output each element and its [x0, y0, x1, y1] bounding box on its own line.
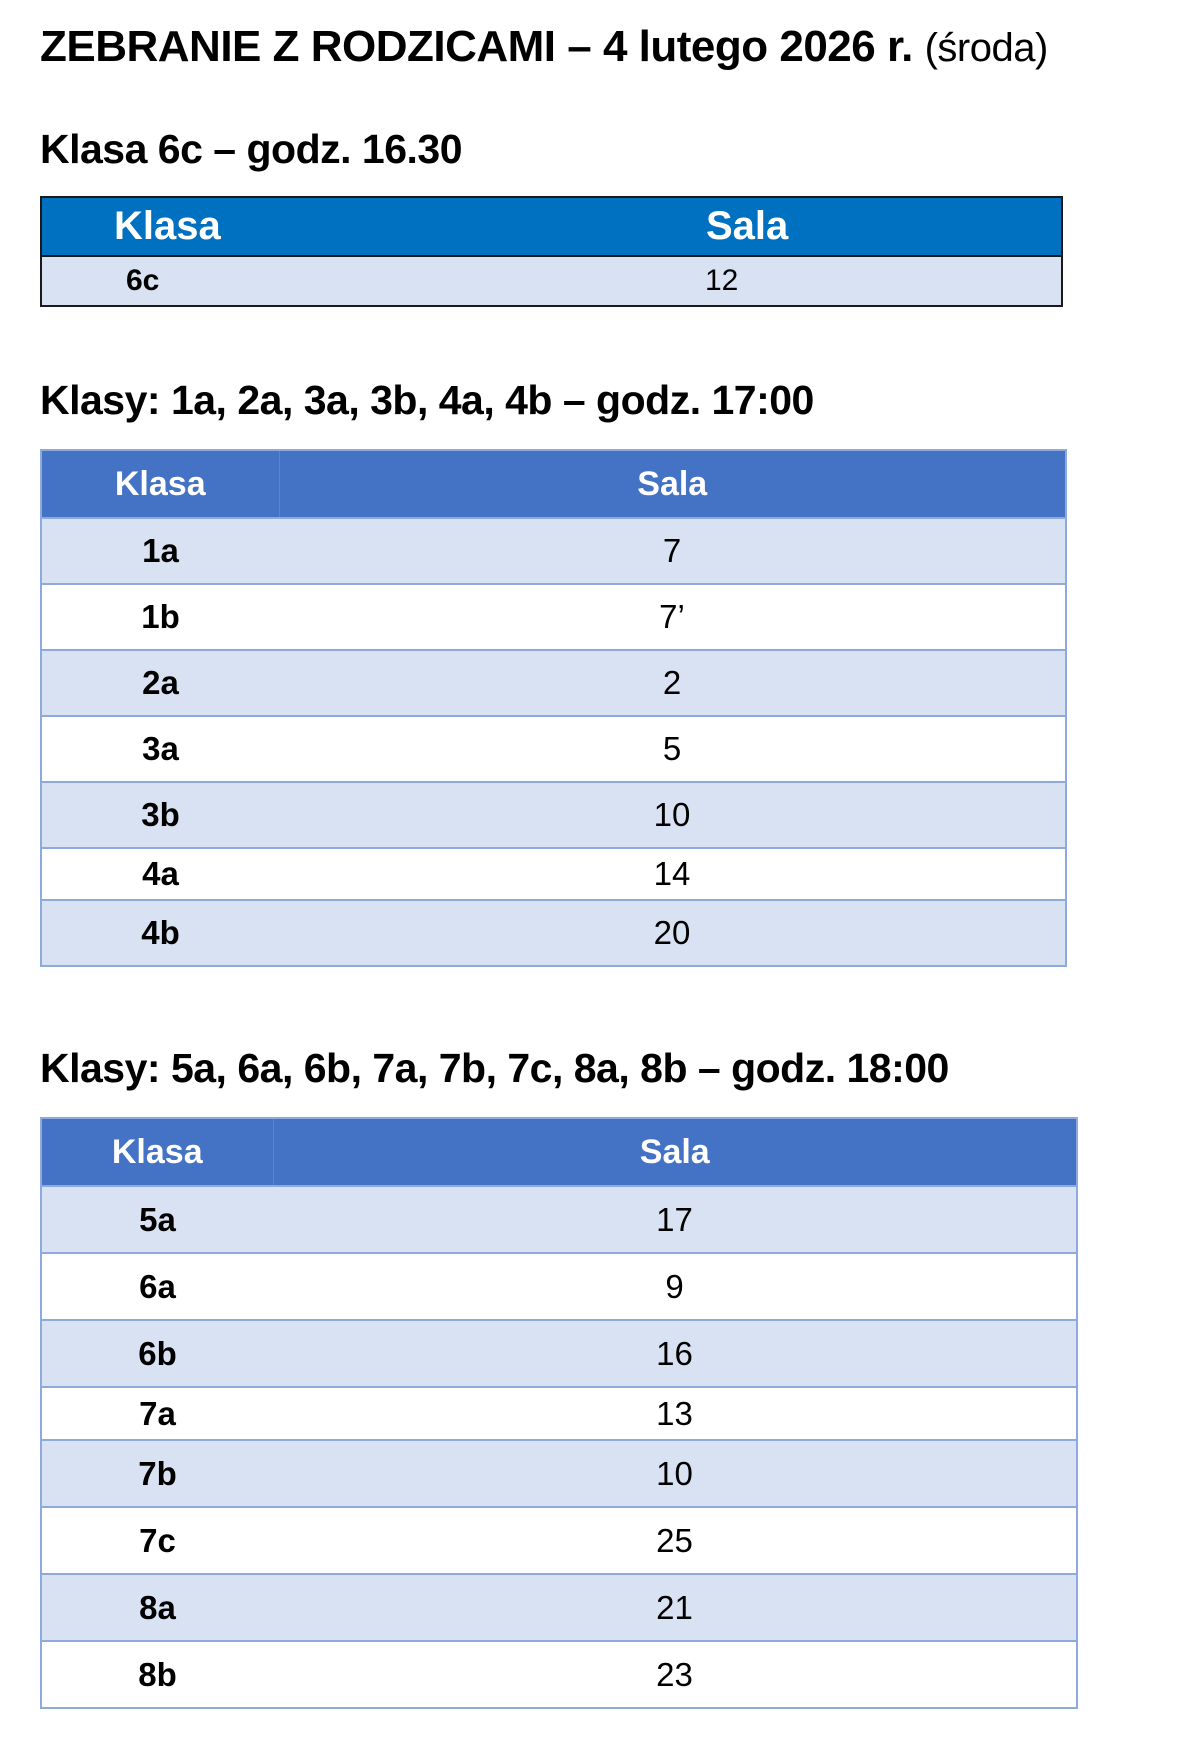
- cell-room: 9: [273, 1253, 1077, 1320]
- cell-class: 7a: [41, 1387, 273, 1440]
- section-heading-6c: Klasa 6c – godz. 16.30: [40, 126, 463, 172]
- table-row: [41, 716, 1066, 782]
- cell-class: 8b: [41, 1641, 273, 1708]
- schedule-table-1700: [40, 449, 1067, 967]
- cell-class: 7c: [41, 1507, 273, 1574]
- cell-class: 3a: [41, 716, 279, 782]
- title-main: ZEBRANIE Z RODZICAMI – 4 lutego 2026 r.: [40, 22, 913, 71]
- cell-room: 7’: [279, 584, 1066, 650]
- cell-class: 7b: [41, 1440, 273, 1507]
- cell-room: 2: [279, 650, 1066, 716]
- table-row: [41, 782, 1066, 848]
- column-header-class: Klasa: [41, 450, 279, 518]
- cell-class: 4a: [41, 848, 279, 900]
- cell-class: 6c: [41, 256, 596, 306]
- table-row: [41, 1641, 1077, 1708]
- table-row: [41, 1574, 1077, 1641]
- cell-room: 23: [273, 1641, 1077, 1708]
- table-row: [41, 650, 1066, 716]
- column-header-room: Sala: [596, 197, 1062, 256]
- section-heading-1700: Klasy: 1a, 2a, 3a, 3b, 4a, 4b – godz. 17:00: [40, 377, 814, 423]
- table-row: [41, 1440, 1077, 1507]
- cell-room: 16: [273, 1320, 1077, 1387]
- table-row: [41, 1507, 1077, 1574]
- section-heading-1800: Klasy: 5a, 6a, 6b, 7a, 7b, 7c, 8a, 8b – godz. 18:00: [40, 1045, 949, 1091]
- cell-class: 2a: [41, 650, 279, 716]
- cell-class: 3b: [41, 782, 279, 848]
- title-day: (środa): [924, 26, 1048, 70]
- table-row: [41, 256, 1062, 306]
- cell-class: 4b: [41, 900, 279, 966]
- cell-room: 14: [279, 848, 1066, 900]
- cell-class: 8a: [41, 1574, 273, 1641]
- table-header-row: [41, 197, 1062, 256]
- cell-room: 12: [596, 256, 1062, 306]
- column-header-class: Klasa: [41, 1118, 273, 1186]
- column-header-class: Klasa: [41, 197, 596, 256]
- schedule-table-1800: [40, 1117, 1078, 1709]
- cell-class: 1a: [41, 518, 279, 584]
- cell-room: 20: [279, 900, 1066, 966]
- table-row: [41, 848, 1066, 900]
- cell-room: 13: [273, 1387, 1077, 1440]
- table-row: [41, 1320, 1077, 1387]
- schedule-table-1630: [40, 196, 1063, 307]
- column-header-room: Sala: [273, 1118, 1077, 1186]
- table-row: [41, 518, 1066, 584]
- page-title: [40, 22, 1048, 72]
- cell-room: 10: [279, 782, 1066, 848]
- table-row: [41, 1253, 1077, 1320]
- cell-class: 6b: [41, 1320, 273, 1387]
- cell-room: 10: [273, 1440, 1077, 1507]
- table-row: [41, 1387, 1077, 1440]
- cell-room: 21: [273, 1574, 1077, 1641]
- cell-room: 25: [273, 1507, 1077, 1574]
- table-row: [41, 584, 1066, 650]
- cell-class: 1b: [41, 584, 279, 650]
- column-header-room: Sala: [279, 450, 1066, 518]
- table-header-row: [41, 450, 1066, 518]
- cell-class: 6a: [41, 1253, 273, 1320]
- cell-room: 17: [273, 1186, 1077, 1253]
- table-header-row: [41, 1118, 1077, 1186]
- table-row: [41, 900, 1066, 966]
- table-row: [41, 1186, 1077, 1253]
- cell-room: 7: [279, 518, 1066, 584]
- cell-room: 5: [279, 716, 1066, 782]
- cell-class: 5a: [41, 1186, 273, 1253]
